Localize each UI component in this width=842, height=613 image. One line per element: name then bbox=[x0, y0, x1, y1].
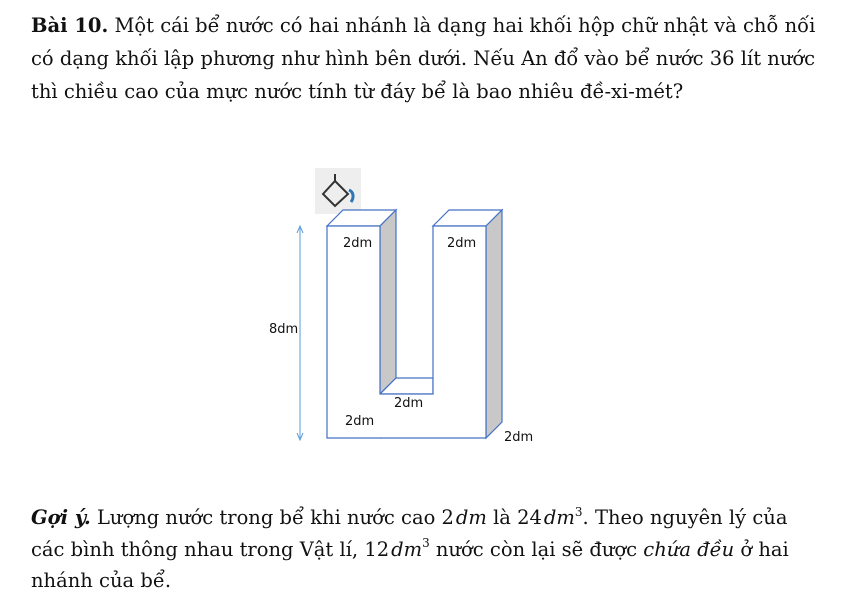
hint-exponent-3: 3 bbox=[422, 536, 430, 550]
problem-text: Một cái bể nước có hai nhánh là dạng hai khối hộp chữ nhật và chỗ nối có dạng khối lập phương như hình bên dưới. Nếu An đổ vào bể nước 36 lít nước thì chiều cao của mực nước tính từ đáy bể là bao nhiêu đề-xi-mét? bbox=[31, 14, 816, 103]
tank-diagram bbox=[255, 168, 555, 458]
hint-value-1: 2 bbox=[441, 506, 454, 529]
tank-top-faces bbox=[327, 210, 502, 226]
hint-text-4: nước còn lại sẽ được bbox=[429, 537, 644, 561]
label-top-right: 2dm bbox=[447, 236, 477, 251]
hint-text-5: ở hai nhánh của bể. bbox=[31, 537, 789, 592]
tank-figure bbox=[255, 168, 555, 458]
problem-label: Bài 10. bbox=[31, 14, 109, 37]
problem-statement bbox=[31, 9, 821, 108]
hint-unit-1: dm bbox=[455, 506, 487, 529]
hint-text-3: . Theo nguyên lý của các bình thông nhau trong Vật lí, bbox=[31, 506, 788, 561]
hint-value-3: 12 bbox=[364, 537, 390, 561]
hint-paragraph bbox=[31, 502, 821, 597]
label-inner-bottom: 2dm bbox=[394, 396, 424, 411]
hint-exponent-2: 3 bbox=[574, 504, 583, 519]
label-bottom-left: 2dm bbox=[345, 414, 375, 429]
hint-label: Gợi ý. bbox=[31, 506, 91, 529]
label-height: 8dm bbox=[269, 322, 299, 337]
hint-value-2: 24 bbox=[517, 506, 542, 529]
hint-text-2: là bbox=[486, 506, 518, 529]
hint-emphasis: chứa đều bbox=[643, 537, 735, 561]
hint-text-1: Lượng nước trong bể khi nước cao bbox=[90, 506, 442, 529]
hint-unit-2: dm bbox=[543, 506, 575, 529]
label-bottom-right: 2dm bbox=[504, 430, 534, 445]
label-top-left: 2dm bbox=[343, 236, 373, 251]
hint-unit-3: dm bbox=[391, 537, 423, 561]
paint-bucket-icon bbox=[315, 168, 361, 214]
